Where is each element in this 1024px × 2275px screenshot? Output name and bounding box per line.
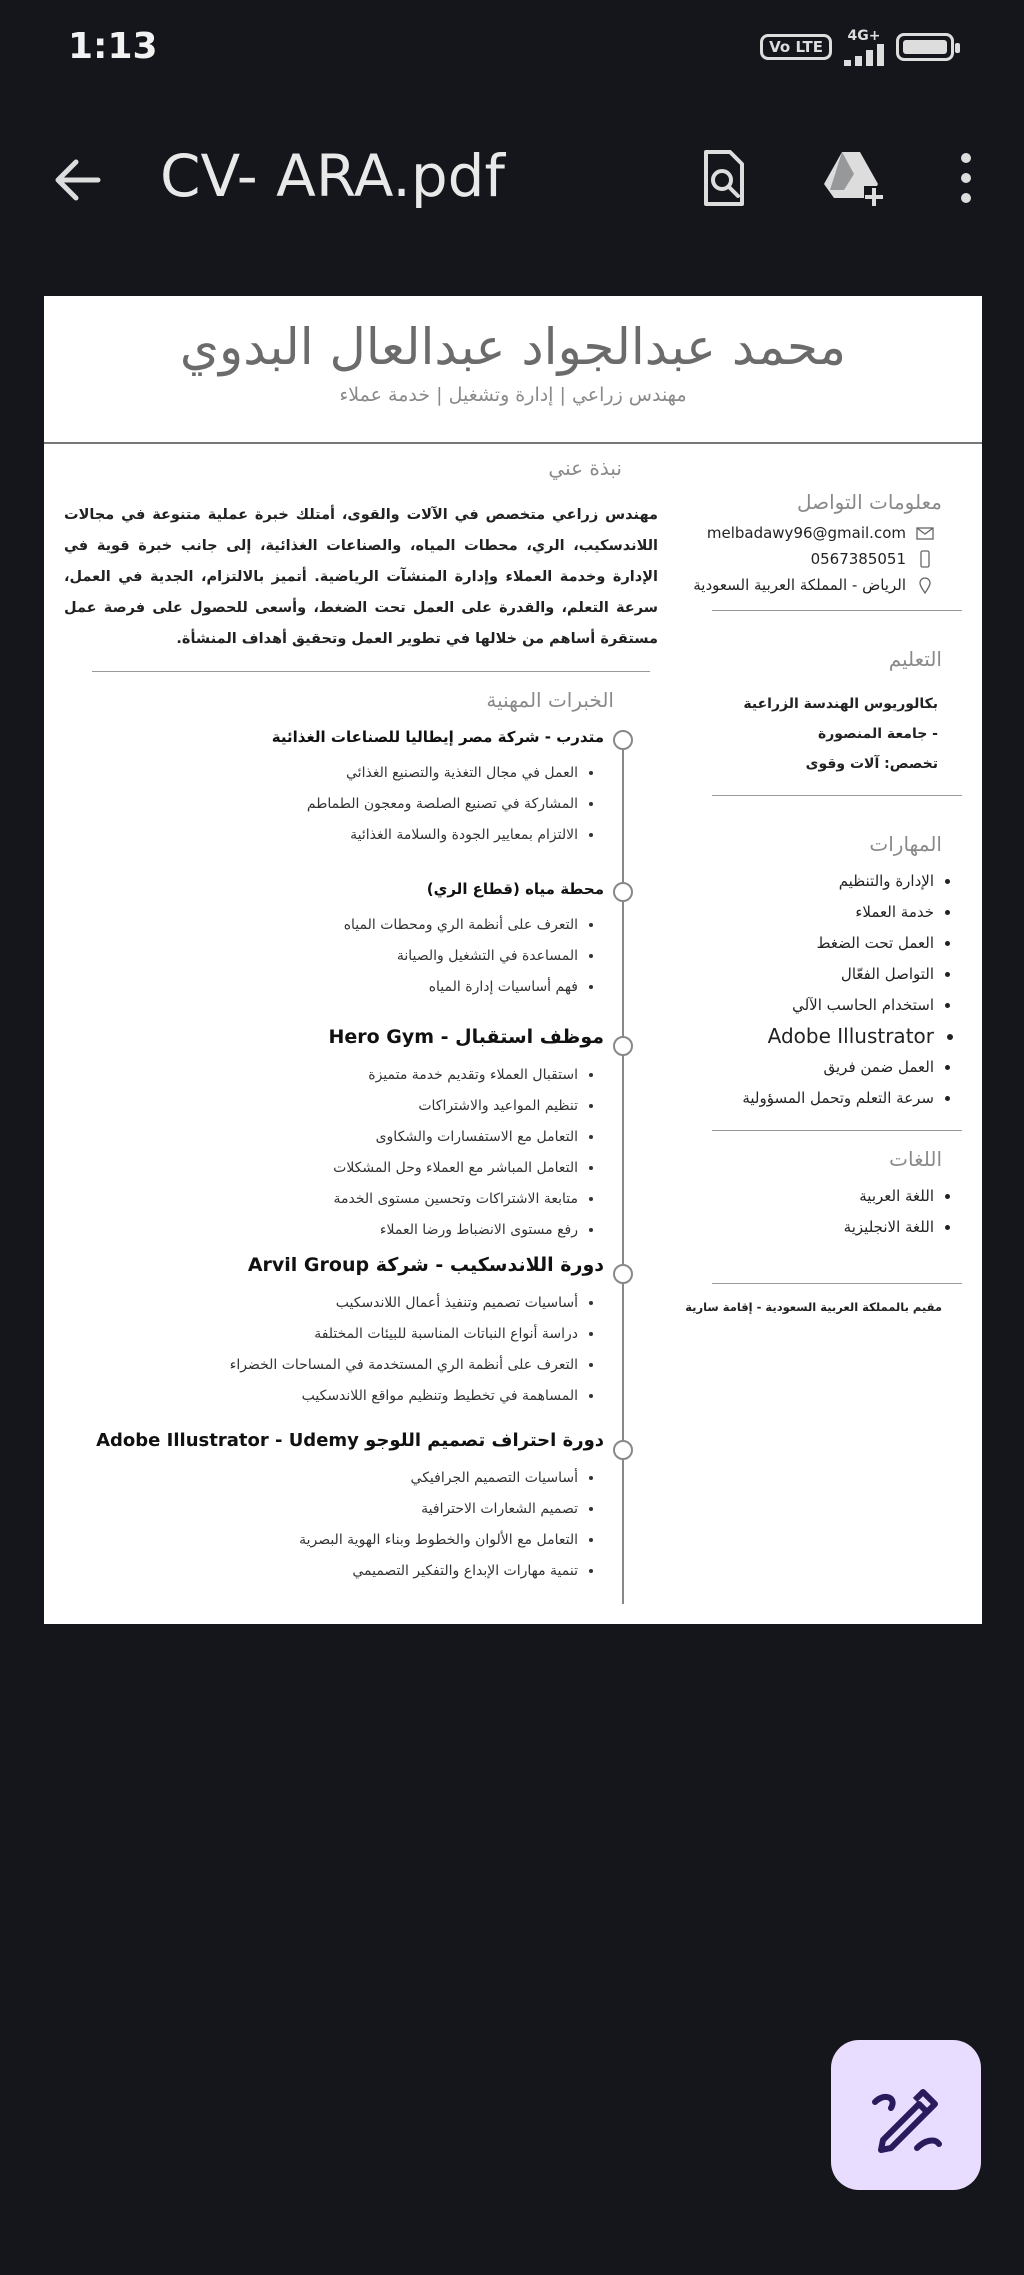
find-in-document-icon[interactable] <box>692 146 756 210</box>
mail-icon <box>916 524 934 542</box>
residency-note: مقيم بالمملكة العربية السعودية - إقامة سارية <box>685 1300 942 1314</box>
left-column <box>56 456 666 712</box>
experience-title: دورة احتراف تصميم اللوجو Adobe Illustrator - Udemy <box>96 1430 604 1451</box>
list-item: • فهم أساسيات إدارة المياه <box>104 972 578 1003</box>
app-bar <box>0 120 1024 240</box>
education-degree: بكالوريوس الهندسة الزراعية - جامعة المنصورة <box>743 696 938 742</box>
list-item: • خدمة العملاء <box>682 897 934 928</box>
timeline-line <box>622 734 624 1604</box>
list-item: • اللغة العربية <box>682 1181 934 1212</box>
more-options-icon[interactable] <box>960 146 972 210</box>
timeline-dot <box>613 1440 633 1460</box>
list-item: • سرعة التعلم وتحمل المسؤولية <box>682 1083 934 1114</box>
timeline-dot <box>613 1036 633 1056</box>
list-item: • التواصل الفعّال <box>682 959 934 990</box>
list-item: • التعامل مع الاستفسارات والشكاوى <box>104 1122 578 1153</box>
signal-icon <box>844 44 884 66</box>
list-item: • أساسيات تصميم وتنفيذ أعمال اللاندسكيب <box>104 1288 578 1319</box>
status-bar <box>0 0 1024 100</box>
right-column <box>682 456 982 1314</box>
education-specialty: تخصص: آلات وقوى <box>805 756 938 772</box>
list-item: • دراسة أنواع النباتات المناسبة للبيئات المختلفة <box>104 1319 578 1350</box>
cv-subtitle: مهندس زراعي | إدارة وتشغيل | خدمة عملاء <box>339 384 687 406</box>
timeline-dot <box>613 1264 633 1284</box>
about-text: مهندس زراعي متخصص في الآلات والقوى، أمتلك خبرة عملية متنوعة في مجالات اللاندسكيب، الري، محطات المياه، والصناعات الغذائية، إلى جانب خبرة قوية في الإدارة وخدمة العملاء وإدارة المنشآت الرياضية. أتميز بالالتزام، الجدية في العمل، سرعة التعلم، والقدرة على العمل تحت الضغط، وأسعى للحصول على فرصة عمل مستقرة أساهم من خلالها في تطوير العمل وتحقيق أهداف المنشأة. <box>64 507 658 647</box>
list-item: • العمل ضمن فريق <box>682 1052 934 1083</box>
edit-fab[interactable] <box>831 2040 981 2190</box>
timeline-dot <box>613 882 633 902</box>
experience-title: متدرب - شركة مصر إيطاليا للصناعات الغذائية <box>271 728 604 746</box>
add-to-drive-icon[interactable] <box>820 146 884 210</box>
location-pin-icon <box>916 576 934 594</box>
list-item: • تنظيم المواعيد والاشتراكات <box>104 1091 578 1122</box>
list-item: • المشاركة في تصنيع الصلصة ومعجون الطماطم <box>104 789 578 820</box>
contact-phone-row <box>682 550 934 568</box>
contact-email: melbadawy96@gmail.com <box>706 524 906 542</box>
experience-item <box>104 880 604 1003</box>
divider <box>712 1283 962 1284</box>
network-type: 4G+ <box>847 28 881 44</box>
volte-icon: Vo LTE <box>760 34 832 60</box>
timeline-dot <box>613 730 633 750</box>
list-item: • متابعة الاشتراكات وتحسين مستوى الخدمة <box>104 1184 578 1215</box>
phone-icon <box>916 550 934 568</box>
contact-location-row <box>682 576 934 594</box>
back-arrow-icon[interactable] <box>48 150 108 210</box>
languages-title: اللغات <box>889 1147 942 1171</box>
list-item: • الإدارة والتنظيم <box>682 866 934 897</box>
pdf-page <box>44 296 982 1624</box>
list-item: • تصميم الشعارات الاحترافية <box>84 1494 578 1525</box>
list-item: • المساعدة في التشغيل والصيانة <box>104 941 578 972</box>
cv-name: محمد عبدالجواد عبدالعال البدوي <box>179 318 847 376</box>
divider <box>712 795 962 796</box>
divider <box>712 1130 962 1131</box>
experience-item <box>104 1254 604 1412</box>
list-item: • استقبال العملاء وتقديم خدمة متميزة <box>104 1060 578 1091</box>
list-item: • رفع مستوى الانضباط ورضا العملاء <box>104 1215 578 1246</box>
experience-item <box>104 1026 604 1246</box>
pen-icon <box>831 2040 981 2190</box>
experience-item <box>84 1430 604 1587</box>
list-item: • Adobe Illustrator <box>682 1021 934 1052</box>
file-title: CV- ARA.pdf <box>160 142 505 210</box>
experience-title: موظف استقبال - Hero Gym <box>328 1026 604 1048</box>
skills-title: المهارات <box>869 832 942 856</box>
list-item: • أساسيات التصميم الجرافيكي <box>84 1463 578 1494</box>
list-item: • المساهمة في تخطيط وتنظيم مواقع اللاندسكيب <box>104 1381 578 1412</box>
education-title: التعليم <box>888 647 942 671</box>
experience-title: محطة مياه (قطاع الري) <box>426 880 604 898</box>
list-item: • التعرف على أنظمة الري المستخدمة في المساحات الخضراء <box>104 1350 578 1381</box>
list-item: • التعرف على أنظمة الري ومحطات المياه <box>104 910 578 941</box>
experience-title: الخبرات المهنية <box>486 688 614 712</box>
experience-title: دورة اللاندسكيب - شركة Arvil Group <box>247 1254 604 1276</box>
divider <box>712 610 962 611</box>
battery-icon <box>896 33 954 61</box>
list-item: • التعامل المباشر مع العملاء وحل المشكلات <box>104 1153 578 1184</box>
experience-item <box>104 728 604 851</box>
about-title: نبذة عني <box>548 456 622 480</box>
list-item: • العمل في مجال التغذية والتصنيع الغذائي <box>104 758 578 789</box>
languages-list <box>682 1181 982 1243</box>
contact-phone: 0567385051 <box>810 550 906 568</box>
contact-location: الرياض - المملكة العربية السعودية <box>693 576 906 594</box>
list-item: • اللغة الانجليزية <box>682 1212 934 1243</box>
divider <box>92 671 650 672</box>
list-item: • استخدام الحاسب الآلي <box>682 990 934 1021</box>
list-item: • تنمية مهارات الإبداع والتفكير التصميمي <box>84 1556 578 1587</box>
status-time: 1:13 <box>68 26 158 67</box>
skills-list <box>682 866 982 1114</box>
list-item: • الالتزام بمعايير الجودة والسلامة الغذائية <box>104 820 578 851</box>
list-item: • التعامل مع الألوان والخطوط وبناء الهوية البصرية <box>84 1525 578 1556</box>
header-divider <box>44 442 982 444</box>
list-item: • العمل تحت الضغط <box>682 928 934 959</box>
contact-title: معلومات التواصل <box>796 490 942 514</box>
contact-email-row <box>682 524 934 542</box>
